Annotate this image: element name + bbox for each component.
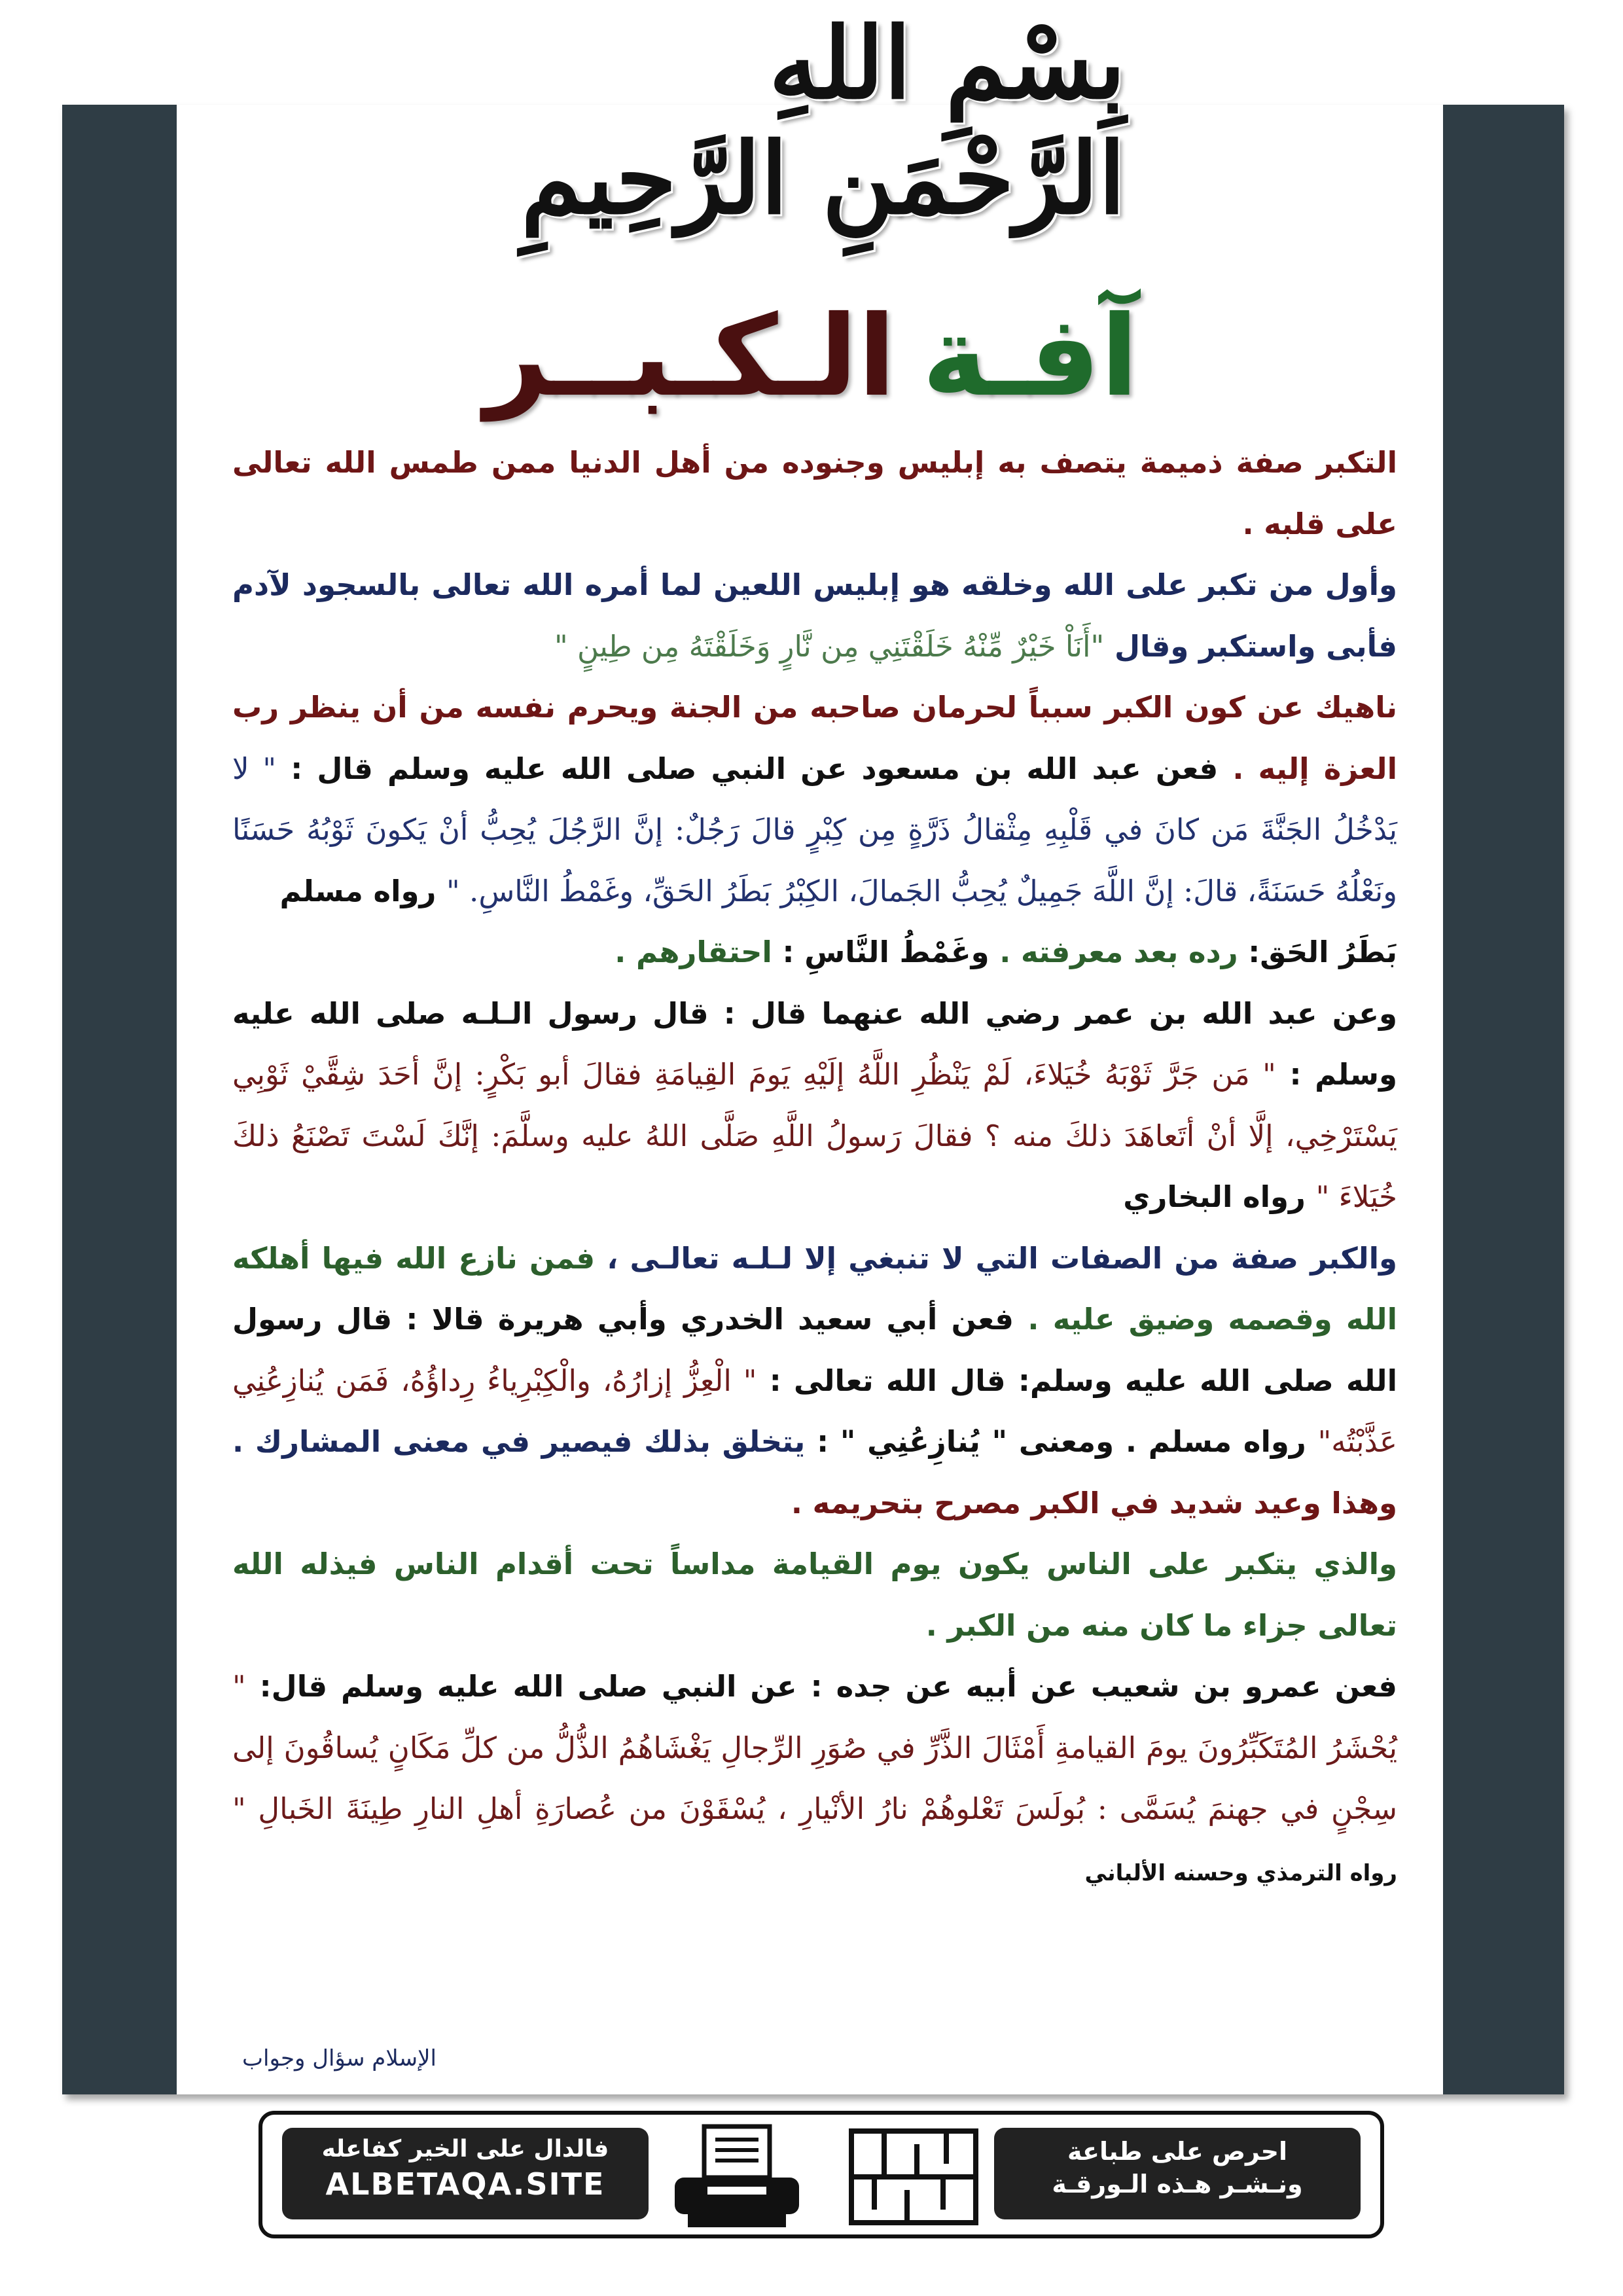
footer-left-box [282,2128,649,2219]
footer-site[interactable]: ALBETAQA.SITE [325,2166,605,2202]
para-text: ناهيك عن كون الكبر سبباً لحرمان صاحبه من الجنة ويحرم نفسه من أن ينظر رب العزة إليه . [232,690,1398,786]
paragraph-8 [232,1656,1397,1904]
para-text: يتخلق بذلك فيصير في معنى المشارك . [232,1424,806,1459]
hadith-quote: " الْعِزُّ إزارُهُ، والْكِبْرِياءُ رِداؤُهُ، فَمَن يُنازِعُنِي عَذَّبْتُه" [232,1363,1397,1459]
hadith-source: رواه مسلم . [1125,1424,1306,1459]
title-part2: الـكـبــر [484,292,896,422]
para-text: التكبر صفة ذميمة يتصف به إبليس وجنوده من أهل الدنيا ممن طمس الله تعالى على قلبه . [232,445,1397,541]
footer-slogan: فالدال على الخير كفاعله [321,2136,609,2162]
hadith-quote: " يُحْشَرُ المُتَكَبِّرُونَ يومَ القيامةِ أَمْثَالَ الذَّرِّ في صُوَرِ الرِّجالِ يَغْشَاهُمُ الذُّلُّ من كلِّ مَكَانٍ يُساقُونَ إلى سِجْنٍ في جهنمَ يُسَمَّى : بُولَسَ تَعْلوهُمْ نارُ الأنْيارِ ، يُسْقَوْنَ من عُصارَةِ أهلِ النارِ طِينَةَ الخَبالِ " [232,1669,1397,1826]
hadith-source: رواه مسلم [279,873,437,908]
paragraph-6 [232,1228,1397,1534]
title-part1: آفـة [921,292,1139,422]
quran-quote: "أَنَاْ خَيْرٌ مِّنْهُ خَلَقْتَنِي مِن نَّارٍ وَخَلَقْتَهُ مِن طِينٍ " [554,628,1105,664]
paragraph-1 [232,432,1397,554]
footer-right-box [994,2128,1361,2219]
paragraph-7 [232,1534,1397,1656]
article-body [232,432,1397,1904]
basmala: بِسْمِ اللهِ الرَّحْمَنِ الرَّحِيمِ [521,6,1126,236]
definition: رده بعد معرفته . [999,935,1238,969]
footer-print-line1: احرص على طباعة [1067,2137,1288,2166]
para-text: فعن أبي سعيد الخدري وأبي هريرة قالا : قال رسول الله صلى الله عليه وسلم: قال الله تعالى : [232,1302,1398,1398]
hadith-source: رواه البخاري [1123,1179,1306,1214]
para-text: فعن عمرو بن شعيب عن أبيه عن جده : عن النبي صلى الله عليه وسلم قال: [259,1669,1397,1704]
footer-banner [259,2111,1384,2238]
para-text: فمن نازع الله فيها أهلكه الله وقصمه وضيق عليه . [232,1240,1398,1336]
paragraph-4 [232,922,1397,983]
logo-icon [838,2121,989,2233]
logo-mark [845,2125,982,2229]
para-text: والذي يتكبر على الناس يكون يوم القيامة مداساً تحت أقدام الناس فيذله الله تعالى جزاء ما كان منه من الكبر . [232,1547,1397,1643]
hadith-quote: " لا يَدْخُلُ الجَنَّةَ مَن كانَ في قَلْبِهِ مِثْقالُ ذَرَّةٍ مِن كِبْرٍ قالَ رَجُلٌ: إنَّ الرَّجُلَ يُحِبُّ أنْ يَكونَ ثَوْبُهُ حَسَنًا ونَعْلُهُ حَسَنَةً، قالَ: إنَّ اللَّهَ جَمِيلٌ يُحِبُّ الجَمالَ، الكِبْرُ بَطَرُ الحَقِّ، وغَمْطُ النَّاسِ. " [232,751,1397,908]
footer-print-line2: ونـشـر هـذه الـورقـة [1052,2170,1303,2198]
paragraph-3 [232,677,1397,922]
printer-icon [668,2121,806,2233]
source-credit: الإسلام سؤال وجواب [242,2045,437,2072]
para-text: وأول من تكبر على الله وخلقه هو إبليس اللعين لما أمره الله تعالى بالسجود لآدم فأبى واستكبر وقال [232,567,1397,664]
hadith-source: رواه الترمذي وحسنه الألباني [1084,1859,1397,1886]
para-text: ومعنى " يُنازِعُنِي " : [817,1424,1115,1459]
para-text: وعن عبد الله بن عمر رضي الله عنهما قال : قال رسول الـلـه صلى الله عليه وسلم : [232,996,1398,1092]
definition: احتقارهم . [615,935,772,969]
paragraph-5 [232,983,1397,1228]
term: بَطَرُ الحَق: [1248,935,1397,969]
term: وغَمْطُ النَّاسِ : [782,935,990,969]
para-text: وهذا وعيد شديد في الكبر مصرح بتحريمه . [791,1485,1397,1520]
para-text: والكبر صفة من الصفات التي لا تنبغي إلا لـلـه تعالـى ، [607,1240,1398,1276]
paragraph-2 [232,554,1397,677]
para-text: فعن عبد الله بن مسعود عن النبي صلى الله عليه وسلم قال : [291,751,1219,786]
hadith-quote: " مَن جَرَّ ثَوْبَهُ خُيَلاءَ، لَمْ يَنْظُرِ اللَّهُ إلَيْهِ يَومَ القِيامَةِ فقالَ أبو بَكْرٍ: إنَّ أحَدَ شِقَّيْ ثَوْبِي يَسْتَرْخِي، إلَّا أنْ أتَعاهَدَ ذلكَ منه ؟ فقالَ رَسولُ اللَّهِ صَلَّى اللهُ عليه وسلَّمَ: إنَّكَ لَسْتَ تَصْنَعُ ذلكَ خُيَلاءَ " [232,1057,1397,1214]
page-title [419,281,1204,432]
